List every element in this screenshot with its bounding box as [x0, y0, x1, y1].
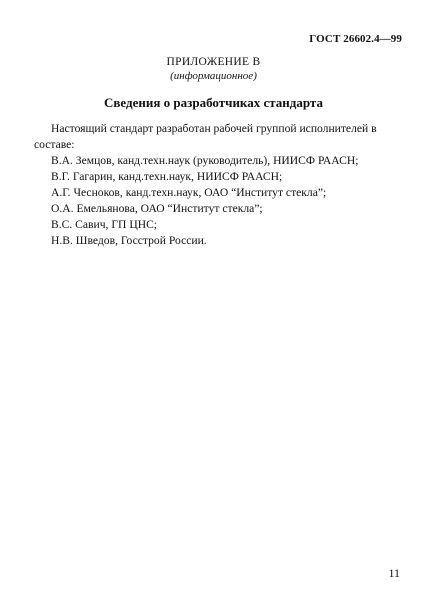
developer-item: О.А. Емельянова, ОАО “Институт стекла”;	[51, 202, 263, 215]
developer-item: В.А. Земцов, канд.техн.наук (руководитель), НИИСФ РААСН;	[51, 154, 359, 167]
developer-item: В.Г. Гагарин, канд.техн.наук, НИИСФ РААСН;	[51, 170, 283, 183]
developers-list	[34, 153, 402, 249]
section-heading: Сведения о разработчиках стандарта	[104, 95, 323, 110]
appendix-title: ПРИЛОЖЕНИЕ В	[166, 56, 261, 68]
page-number: 11	[388, 566, 400, 580]
developer-item: Н.В. Шведов, Госстрой России.	[51, 234, 207, 247]
intro-paragraph: Настоящий стандарт разработан рабочей группой исполнителей в составе:	[34, 122, 377, 151]
section-body	[34, 121, 402, 249]
document-number: ГОСТ 26602.4—99	[309, 33, 402, 45]
developer-item: А.Г. Чесноков, канд.техн.наук, ОАО “Институт стекла”;	[51, 186, 327, 199]
appendix-subtitle: (информационное)	[170, 70, 257, 82]
developer-item: В.С. Савич, ГП ЦНС;	[51, 218, 158, 231]
